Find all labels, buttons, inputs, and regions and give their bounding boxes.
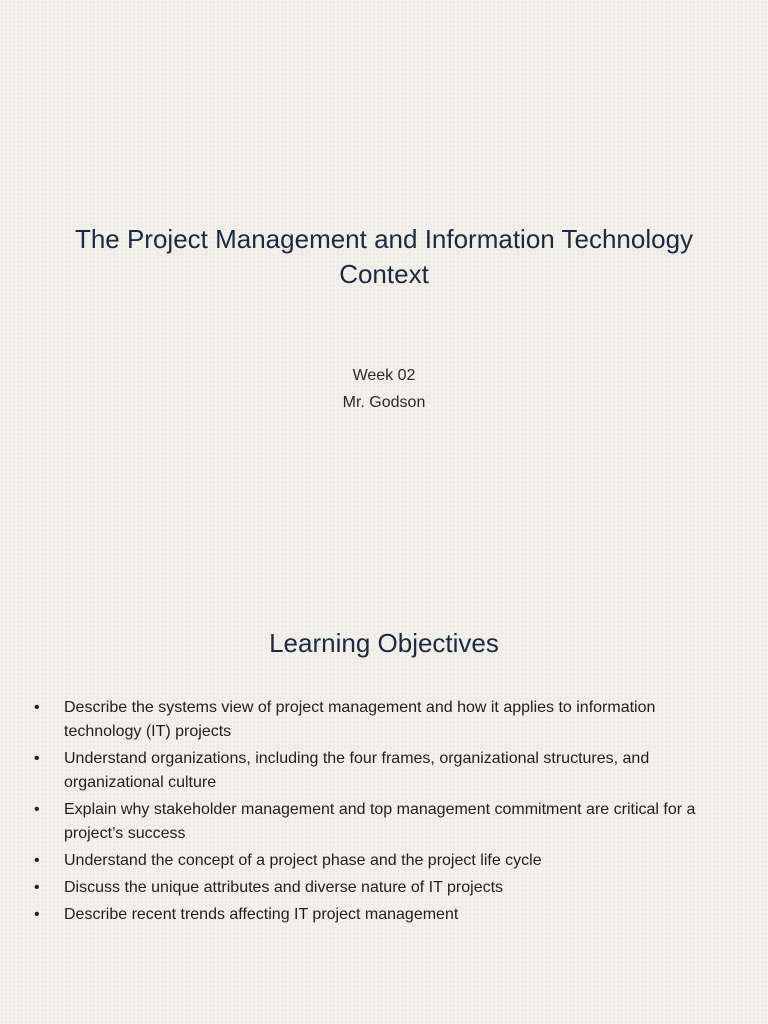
objective-text: Describe the systems view of project management and how it applies to information technology (IT) projects (64, 699, 656, 740)
objectives-title: Learning Objectives (269, 628, 499, 658)
objective-text: Explain why stakeholder management and top management commitment are critical for a project’s success (64, 801, 696, 842)
bullet-icon: • (34, 750, 40, 767)
list-item (30, 798, 730, 846)
bullet-icon: • (34, 906, 40, 923)
bullet-icon: • (34, 852, 40, 869)
bullet-icon: • (34, 879, 40, 896)
bullet-icon: • (34, 801, 40, 818)
objective-text: Describe recent trends affecting IT project management (64, 906, 459, 923)
objective-text: Understand the concept of a project phase and the project life cycle (64, 852, 542, 869)
objective-text: Discuss the unique attributes and diverse nature of IT projects (64, 879, 504, 896)
presentation-title: The Project Management and Information Technology Context (74, 224, 694, 289)
bullet-icon: • (34, 699, 40, 716)
objectives-list (30, 696, 730, 930)
list-item (30, 849, 730, 873)
list-item (30, 747, 730, 795)
list-item (30, 876, 730, 900)
subtitle-block (0, 362, 768, 416)
objectives-slide (0, 512, 768, 1024)
presenter-name: Mr. Godson (342, 394, 426, 411)
list-item (30, 696, 730, 744)
list-item (30, 903, 730, 927)
week-label: Week 02 (352, 367, 416, 384)
objective-text: Understand organizations, including the four frames, organizational structures, and organizational culture (64, 750, 650, 791)
